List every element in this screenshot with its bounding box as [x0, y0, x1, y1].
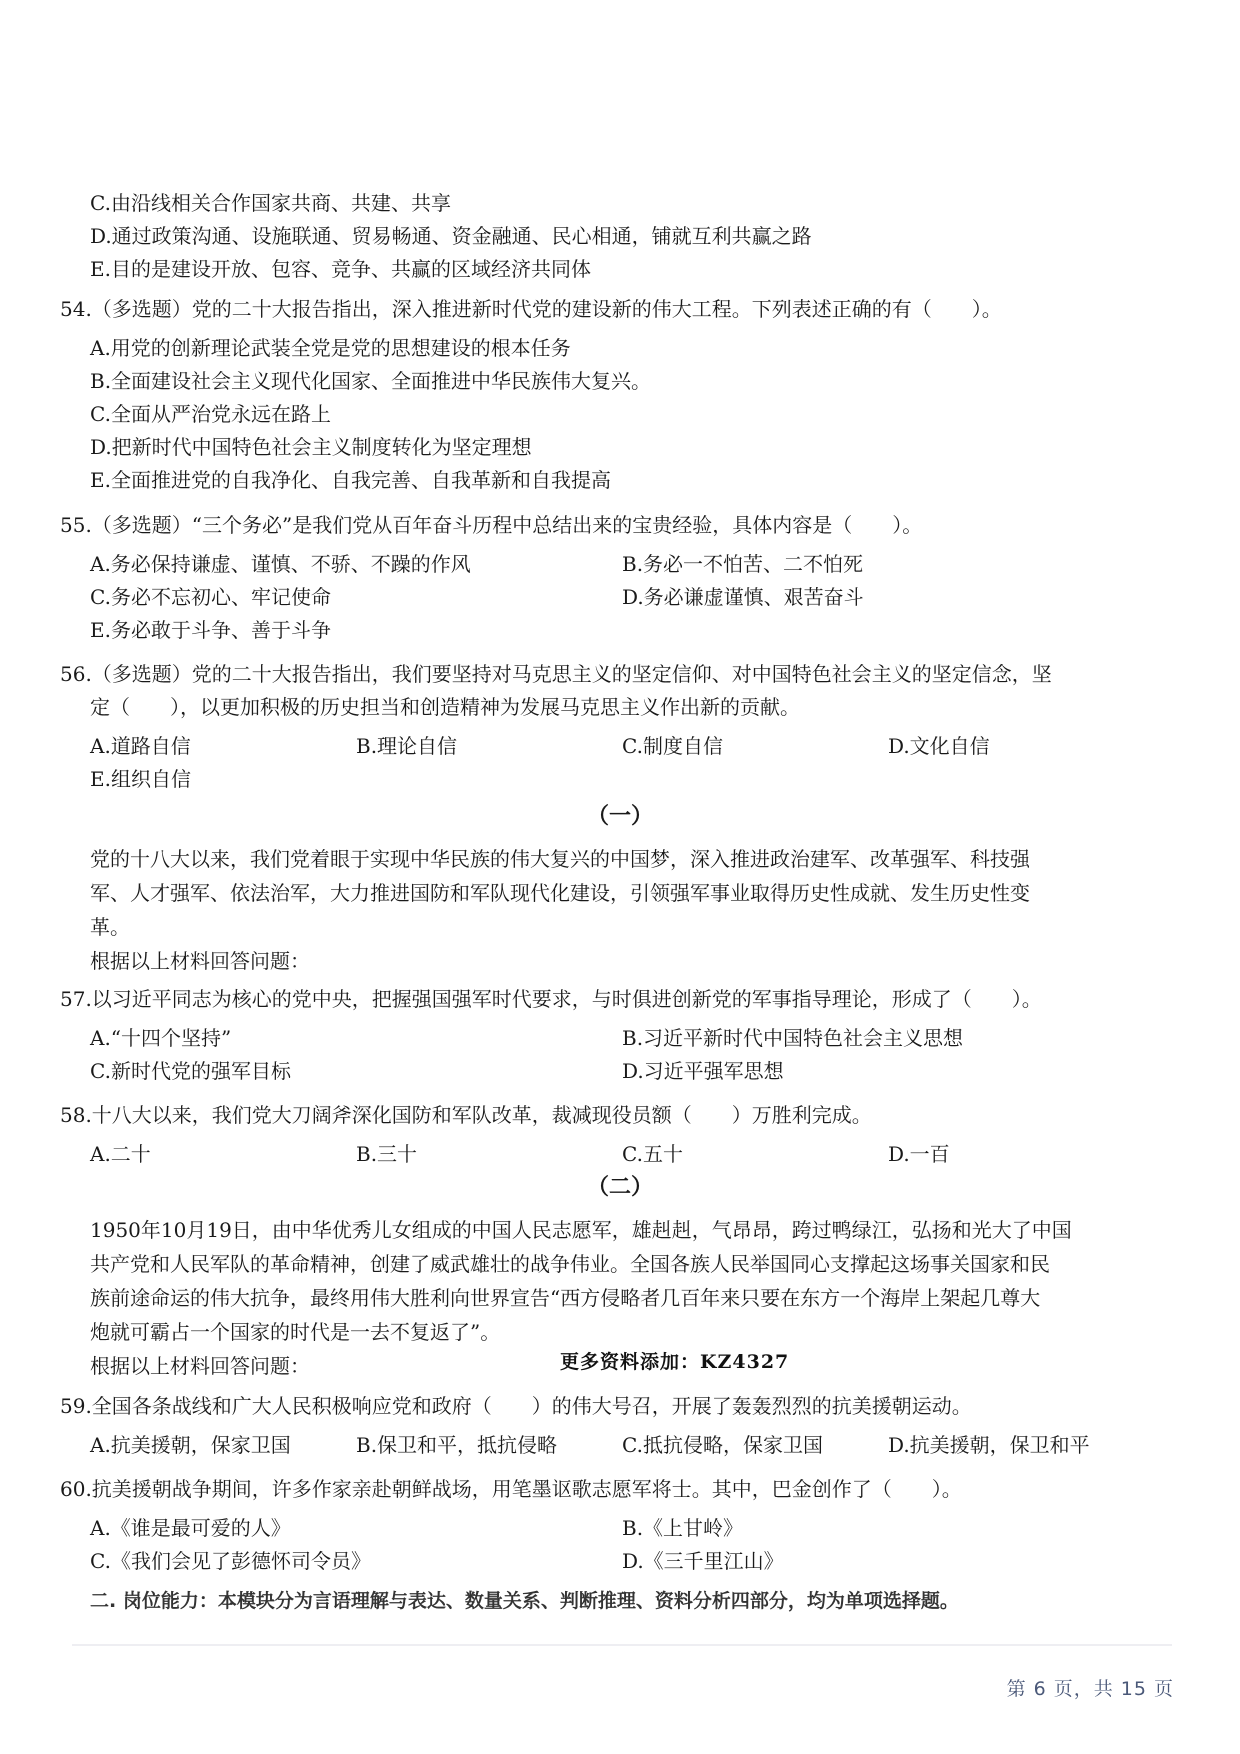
q59-option-d: D.抗美援朝，保卫和平: [888, 1433, 1090, 1457]
q59-stem: 59.全国各条战线和广大人民积极响应党和政府（ ）的伟大号召，开展了轰轰烈烈的抗美援朝运动。: [60, 1394, 972, 1418]
promo-text: 更多资料添加：KZ4327: [560, 1351, 790, 1373]
q59-option-b: B.保卫和平，抵抗侵略: [356, 1433, 558, 1457]
section2-title: 二. 岗位能力：本模块分为言语理解与表达、数量关系、判断推理、资料分析四部分，均为单项选择题。: [90, 1590, 959, 1612]
material1-heading: （一）: [586, 803, 653, 829]
q54-option-e: E.全面推进党的自我净化、自我完善、自我革新和自我提高: [90, 468, 611, 492]
material1-line3: 革。: [90, 915, 130, 939]
q60-stem: 60.抗美援朝战争期间，许多作家亲赴朝鲜战场，用笔墨讴歌志愿军将士。其中，巴金创作了（ ）。: [60, 1477, 962, 1501]
material2-line4: 炮就可霸占一个国家的时代是一去不复返了”。: [90, 1320, 501, 1344]
q55-option-a: A.务必保持谦虚、谨慎、不骄、不躁的作风: [90, 552, 471, 576]
q54-stem: 54.（多选题）党的二十大报告指出，深入推进新时代党的建设新的伟大工程。下列表述正确的有（ ）。: [60, 297, 1002, 321]
q60-option-c: C.《我们会见了彭德怀司令员》: [90, 1549, 371, 1573]
q56-option-c: C.制度自信: [622, 734, 723, 758]
q57-option-c: C.新时代党的强军目标: [90, 1059, 291, 1083]
material2-prompt: 根据以上材料回答问题：: [90, 1354, 310, 1378]
q56-option-d: D.文化自信: [888, 734, 990, 758]
q56-option-e: E.组织自信: [90, 767, 191, 791]
q60-option-b: B.《上甘岭》: [622, 1516, 744, 1540]
q58-option-b: B.三十: [356, 1142, 418, 1166]
q53-option-e: E.目的是建设开放、包容、竞争、共赢的区域经济共同体: [90, 257, 591, 281]
material2-line2: 共产党和人民军队的革命精神，创建了威武雄壮的战争伟业。全国各族人民举国同心支撑起这场事关国家和民: [90, 1252, 1050, 1276]
q54-option-b: B.全面建设社会主义现代化国家、全面推进中华民族伟大复兴。: [90, 369, 652, 393]
q57-option-d: D.习近平强军思想: [622, 1059, 784, 1083]
material2-line3: 族前途命运的伟大抗争，最终用伟大胜利向世界宣告“西方侵略者几百年来只要在东方一个海岸上架起几尊大: [90, 1286, 1041, 1310]
material1-prompt: 根据以上材料回答问题：: [90, 949, 310, 973]
q58-stem: 58.十八大以来，我们党大刀阔斧深化国防和军队改革，裁减现役员额（ ）万胜利完成。: [60, 1103, 872, 1127]
q53-option-d: D.通过政策沟通、设施联通、贸易畅通、资金融通、民心相通，铺就互利共赢之路: [90, 224, 812, 248]
q59-option-c: C.抵抗侵略，保家卫国: [622, 1433, 823, 1457]
q58-option-d: D.一百: [888, 1142, 950, 1166]
q56-stem-line1: 56.（多选题）党的二十大报告指出，我们要坚持对马克思主义的坚定信仰、对中国特色社会主义的坚定信念，坚: [60, 662, 1052, 686]
q54-option-c: C.全面从严治党永远在路上: [90, 402, 331, 426]
q55-option-b: B.务必一不怕苦、二不怕死: [622, 552, 864, 576]
q59-option-a: A.抗美援朝，保家卫国: [90, 1433, 291, 1457]
q57-option-a: A.“十四个坚持”: [90, 1026, 232, 1050]
q53-option-c: C.由沿线相关合作国家共商、共建、共享: [90, 191, 451, 215]
q58-option-c: C.五十: [622, 1142, 683, 1166]
q56-option-b: B.理论自信: [356, 734, 458, 758]
footer-divider: [72, 1644, 1172, 1646]
material2-line1: 1950年10月19日，由中华优秀儿女组成的中国人民志愿军，雄赳赳，气昂昂，跨过鸭绿江，弘扬和光大了中国: [90, 1218, 1072, 1242]
material2-heading: （二）: [586, 1174, 653, 1200]
q58-option-a: A.二十: [90, 1142, 151, 1166]
q56-stem-line2: 定（ ），以更加积极的历史担当和创造精神为发展马克思主义作出新的贡献。: [90, 695, 800, 719]
q54-option-d: D.把新时代中国特色社会主义制度转化为坚定理想: [90, 435, 532, 459]
material1-line2: 军、人才强军、依法治军，大力推进国防和军队现代化建设，引领强军事业取得历史性成就、发生历史性变: [90, 881, 1030, 905]
q60-option-a: A.《谁是最可爱的人》: [90, 1516, 291, 1540]
q55-stem: 55.（多选题）“三个务必”是我们党从百年奋斗历程中总结出来的宝贵经验，具体内容是（ ）。: [60, 513, 923, 537]
q56-option-a: A.道路自信: [90, 734, 191, 758]
q57-stem: 57.以习近平同志为核心的党中央，把握强国强军时代要求，与时俱进创新党的军事指导理论，形成了（ ）。: [60, 987, 1042, 1011]
q55-option-d: D.务必谦虚谨慎、艰苦奋斗: [622, 585, 864, 609]
q60-option-d: D.《三千里江山》: [622, 1549, 784, 1573]
q54-option-a: A.用党的创新理论武装全党是党的思想建设的根本任务: [90, 336, 571, 360]
q57-option-b: B.习近平新时代中国特色社会主义思想: [622, 1026, 964, 1050]
page-indicator: 第 6 页，共 15 页: [1006, 1678, 1174, 1700]
material1-line1: 党的十八大以来，我们党着眼于实现中华民族的伟大复兴的中国梦，深入推进政治建军、改革强军、科技强: [90, 847, 1030, 871]
q55-option-c: C.务必不忘初心、牢记使命: [90, 585, 331, 609]
q55-option-e: E.务必敢于斗争、善于斗争: [90, 618, 331, 642]
